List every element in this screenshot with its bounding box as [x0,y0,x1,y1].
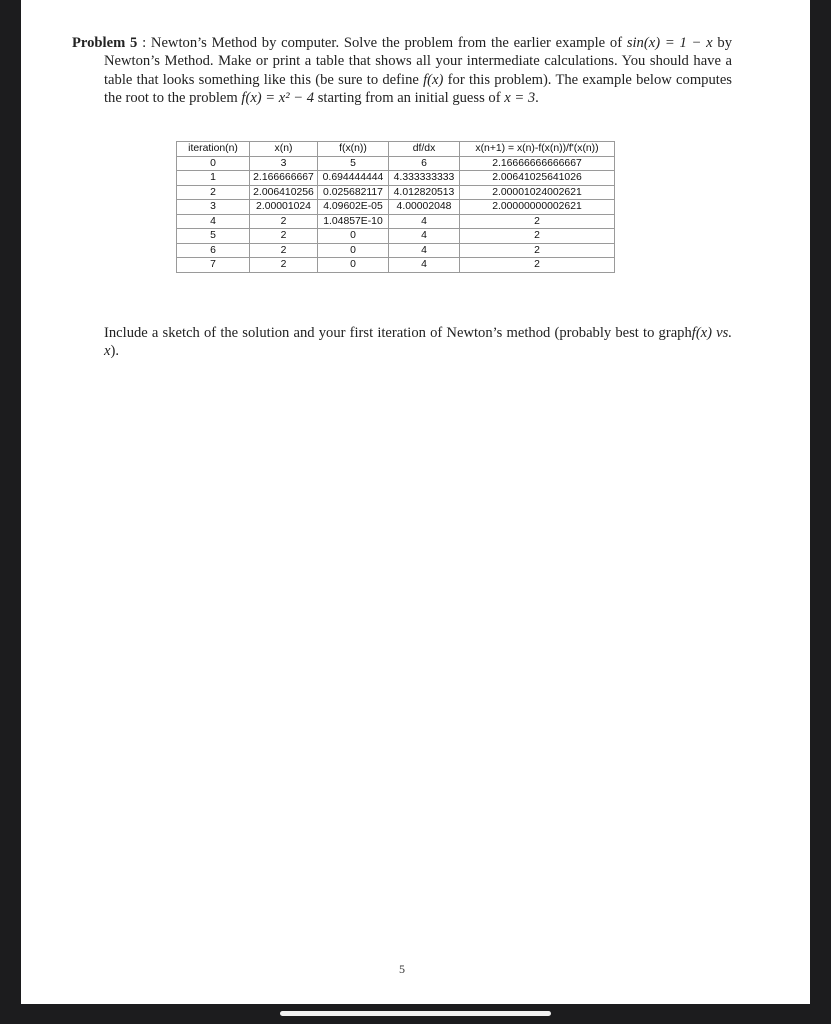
math-graph-axes: f(x) vs. x [104,325,732,360]
table-cell: 2 [250,229,318,244]
table-cell: 1 [177,171,250,186]
table-cell: 2.006410256 [250,185,318,200]
table-row [177,185,615,200]
math-example-function: f(x) = x² − 4 [241,90,315,107]
table-cell: 2 [460,243,615,258]
table-cell: 4 [177,214,250,229]
table-cell: 6 [177,243,250,258]
header-dfdx: df/dx [389,142,460,157]
table-cell: 0 [318,243,389,258]
math-fx: f(x) [423,71,444,88]
header-iteration: iteration(n) [177,142,250,157]
table-cell: 2 [250,214,318,229]
table-row [177,200,615,215]
problem-text-b: by Newton’s Method. Make or print a table that shows all your intermediate calculations. You should have a table that looks something like this (be sure to define [104,35,732,88]
header-xn: x(n) [250,142,318,157]
page-number: 5 [399,962,405,976]
table-row [177,243,615,258]
header-xn1: x(n+1) = x(n)-f(x(n))/f'(x(n)) [460,142,615,157]
problem-label: Problem 5 [72,35,138,51]
math-initial-guess: x = 3 [504,90,536,107]
table-cell: 0.694444444 [318,171,389,186]
table-cell: 4 [389,243,460,258]
table-cell: 2.166666667 [250,171,318,186]
problem-text-d: starting from an initial guess of [314,90,505,107]
table-cell: 2.00001024002621 [460,185,615,200]
table-cell: 4 [389,258,460,273]
table-cell: 4 [389,229,460,244]
table-cell: 2 [460,258,615,273]
table-cell: 2 [177,185,250,200]
math-sin-equation: sin(x) = 1 − x [626,35,713,51]
table-cell: 5 [318,156,389,171]
table-row [177,229,615,244]
table-cell: 6 [389,156,460,171]
table-cell: 7 [177,258,250,273]
table-cell: 4.09602E-05 [318,200,389,215]
sketch-text-a: Include a sketch of the solution and your first iteration of Newton’s method (probably best to graph [104,325,692,341]
table-cell: 1.04857E-10 [318,214,389,229]
table-cell: 5 [177,229,250,244]
problem-text-a: : Newton’s Method by computer. Solve the problem from the earlier example of [137,35,627,51]
table-cell: 2.00641025641026 [460,171,615,186]
table-cell: 0 [177,156,250,171]
document-page [21,0,810,1004]
header-fxn: f(x(n)) [318,142,389,157]
table-cell: 2 [250,243,318,258]
table-cell: 2.00001024 [250,200,318,215]
problem-text-c: for this problem). The example below computes the root to the problem [104,71,732,107]
table-row [177,258,615,273]
table-row [177,214,615,229]
table-cell: 2 [250,258,318,273]
home-indicator[interactable] [280,1011,551,1016]
table-cell: 3 [177,200,250,215]
table-cell: 2.16666666666667 [460,156,615,171]
table-header-row [177,142,615,157]
table-cell: 0.025682117 [318,185,389,200]
table-cell: 4.00002048 [389,200,460,215]
table-cell: 0 [318,229,389,244]
table-cell: 0 [318,258,389,273]
table-cell: 3 [250,156,318,171]
sketch-instruction [104,324,732,361]
table-row [177,171,615,186]
table-cell: 2 [460,214,615,229]
problem-text-e: . [535,90,539,107]
newton-iteration-table [176,141,615,273]
table-cell: 4 [389,214,460,229]
table-cell: 2.00000000002621 [460,200,615,215]
problem-statement [72,34,732,108]
table-cell: 4.333333333 [389,171,460,186]
sketch-text-b: ). [110,343,119,360]
table-cell: 4.012820513 [389,185,460,200]
table-row [177,156,615,171]
table-cell: 2 [460,229,615,244]
